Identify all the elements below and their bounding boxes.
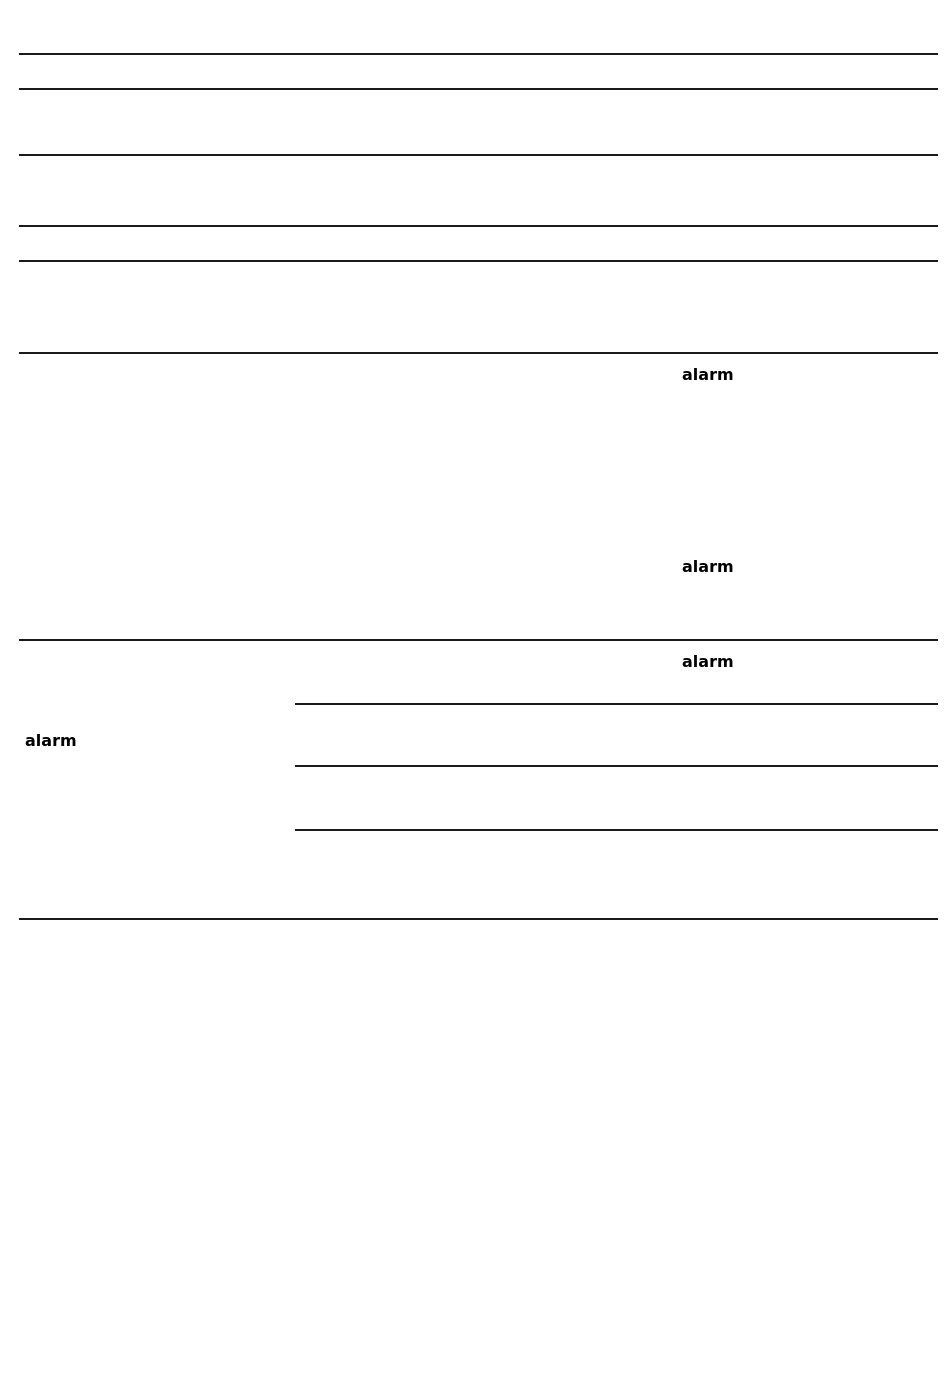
table-cell: alarm [682,365,734,384]
table-rule [19,53,938,55]
table-rule [19,639,938,641]
table-cell: alarm [682,652,734,671]
table-cell: alarm [682,557,734,576]
table-rule [19,918,938,920]
table-rule [19,352,938,354]
table-rule [19,260,938,262]
table-rule [19,88,938,90]
table-cell: alarm [25,731,77,750]
table-rule [19,225,938,227]
table-subrule [295,703,938,705]
table-subrule [295,829,938,831]
table-rule [19,154,938,156]
table-subrule [295,765,938,767]
